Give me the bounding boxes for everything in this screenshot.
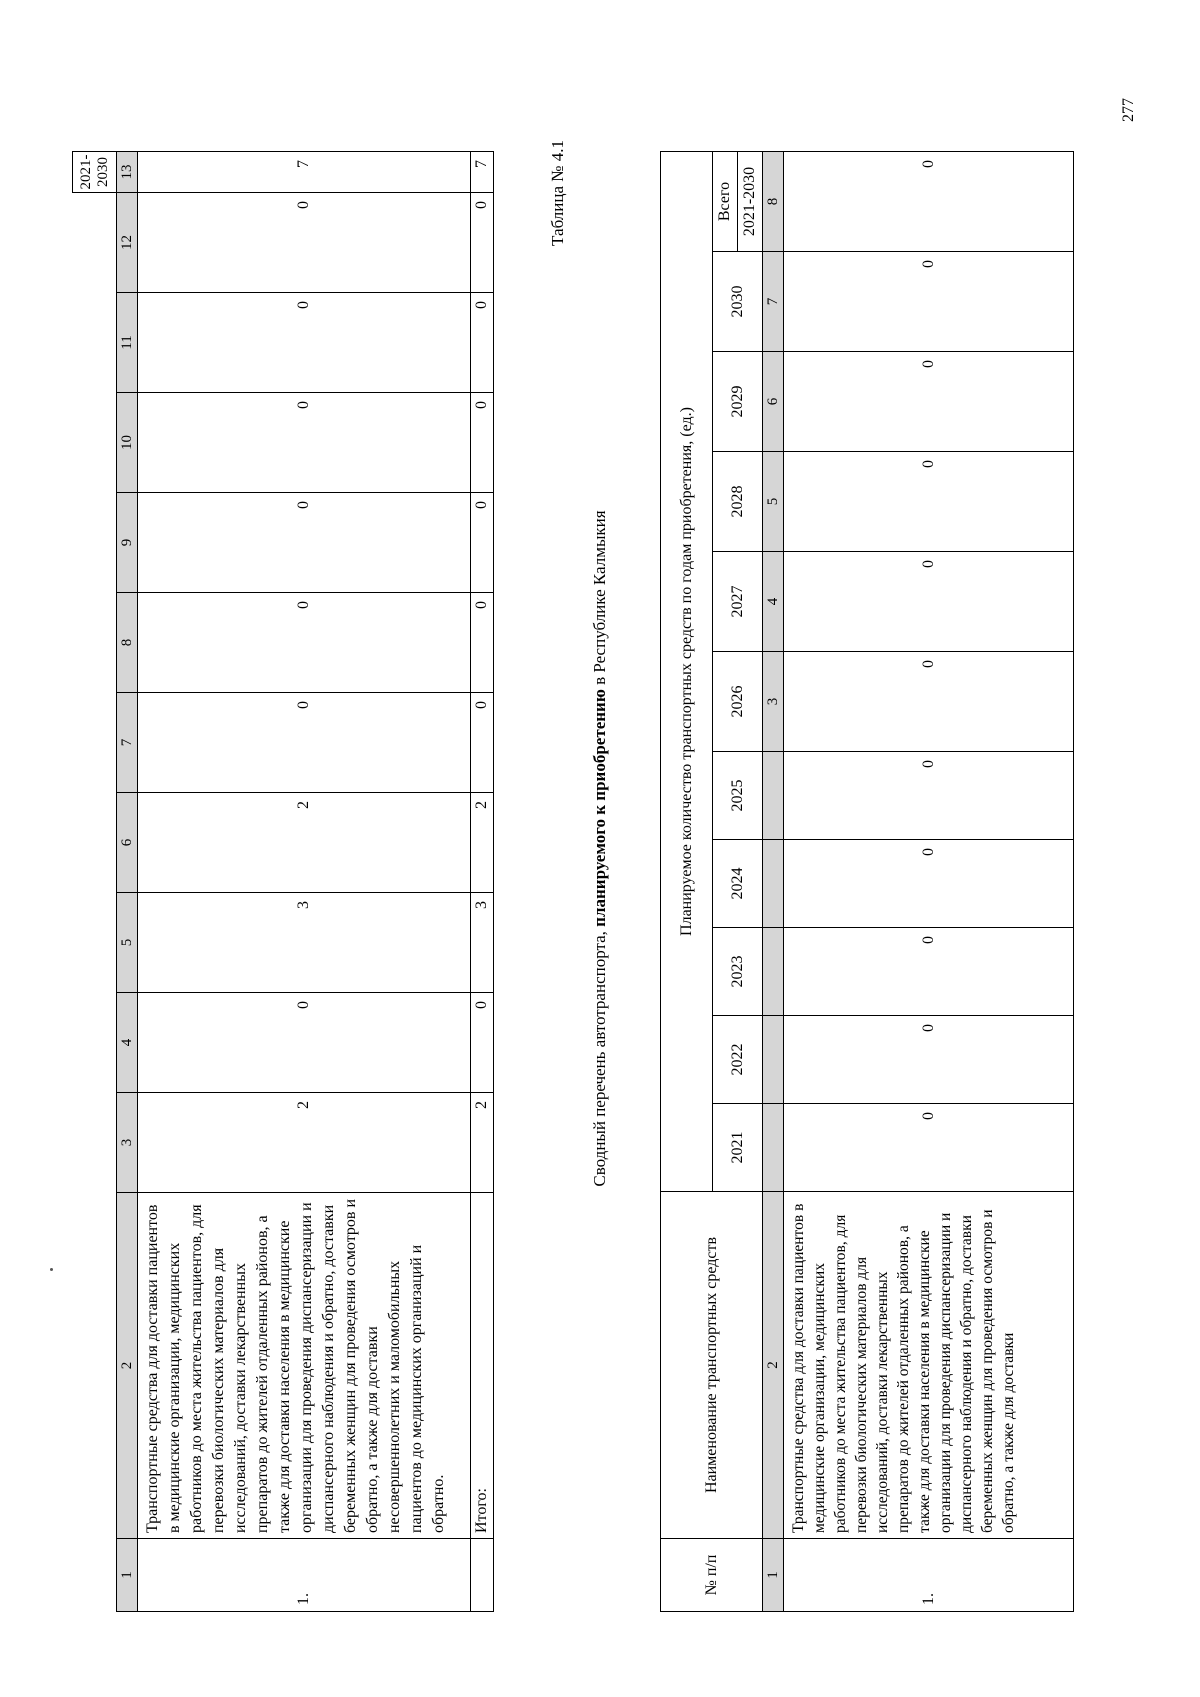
col-num: 3 [117, 1093, 138, 1193]
col-num: 1 [763, 1539, 784, 1612]
row-value: 0 [784, 151, 1074, 251]
col-num: 6 [763, 352, 784, 452]
total-value: 0 [471, 293, 494, 393]
col-num: 1 [117, 1539, 138, 1612]
year-header: 2030 [713, 252, 763, 352]
row-value: 0 [784, 552, 1074, 652]
vehicle-table [660, 151, 1074, 1612]
title-bold-text: планируемого к приобретению [590, 689, 609, 927]
year-header: 2028 [713, 452, 763, 552]
row-name: Транспортные средства для доставки пациентов в медицинские организации, медицинских работников до места жительства пациентов, для перевозки биологических материалов для исследований, доставки лекарственных препаратов до жителей отдаленных районов, а также для доставки населения в медицинские организации для проведения диспансеризации и диспансерного наблюдения и обратно, доставки беременных женщин для проведения осмотров и обратно, а также для доставки несовершеннолетних и маломобильных пациентов до медицинских организаций и обратно. [138, 1193, 471, 1539]
col-num: 2 [763, 1192, 784, 1539]
table-row [784, 151, 1074, 1611]
col-num: 6 [117, 793, 138, 893]
total-label: Всего [713, 152, 738, 251]
row-value: 0 [138, 293, 471, 393]
row-index: 1. [784, 1539, 1074, 1612]
col-num: 11 [117, 293, 138, 393]
row-index: 1. [138, 1539, 471, 1612]
row-value: 0 [138, 193, 471, 293]
group-header: Планируемое количество транспортных средств по годам приобретения, (ед.) [661, 151, 713, 1191]
total-value: 0 [471, 593, 494, 693]
scan-speck [50, 1268, 53, 1271]
row-value: 0 [784, 352, 1074, 452]
col-num: 2 [117, 1193, 138, 1539]
row-value: 0 [784, 452, 1074, 552]
total-value: 0 [471, 493, 494, 593]
total-value: 0 [471, 393, 494, 493]
row-value: 0 [138, 393, 471, 493]
total-row [471, 152, 494, 1612]
row-value: 0 [138, 593, 471, 693]
title-text: в Республике Калмыкия [590, 510, 609, 690]
col-num-header: № п/п [661, 1539, 763, 1612]
header-period: 2021- 2030 [73, 152, 117, 193]
col-num: 7 [117, 693, 138, 793]
col-num: 3 [763, 652, 784, 752]
total-value: 2 [471, 1093, 494, 1193]
column-numbers-row [763, 151, 784, 1611]
total-value: 0 [471, 193, 494, 293]
total-value: 0 [471, 993, 494, 1093]
col-num: 12 [117, 193, 138, 293]
row-value: 0 [784, 652, 1074, 752]
row-value: 0 [784, 252, 1074, 352]
row-value: 2 [138, 793, 471, 893]
row-value: 0 [138, 993, 471, 1093]
row-value: 0 [784, 840, 1074, 928]
total-value: 0 [471, 693, 494, 793]
title-text: Сводный перечень автотранспорта, [590, 926, 609, 1187]
total-value: 2 [471, 793, 494, 893]
row-value: 3 [138, 893, 471, 993]
col-num: 5 [117, 893, 138, 993]
col-num: 10 [117, 393, 138, 493]
year-header: 2029 [713, 352, 763, 452]
year-header: 2026 [713, 652, 763, 752]
column-numbers-row [117, 152, 138, 1612]
total-value: 3 [471, 893, 494, 993]
col-num: 9 [117, 493, 138, 593]
row-value: 0 [784, 752, 1074, 840]
year-header: 2027 [713, 552, 763, 652]
continuation-table [72, 151, 494, 1612]
total-period: 2021-2030 [741, 166, 758, 237]
total-header [713, 151, 763, 251]
col-num: 8 [763, 151, 784, 251]
row-value: 0 [784, 1016, 1074, 1104]
total-label: Итого: [471, 1193, 494, 1539]
total-value: 7 [471, 152, 494, 193]
col-num: 4 [117, 993, 138, 1093]
year-header: 2022 [713, 1016, 763, 1104]
page-number: 277 [1120, 98, 1137, 122]
col-num: 7 [763, 252, 784, 352]
year-header: 2021 [713, 1104, 763, 1192]
row-value: 7 [138, 152, 471, 193]
table-row [138, 152, 471, 1612]
col-num: 8 [117, 593, 138, 693]
row-value: 0 [784, 928, 1074, 1016]
year-header: 2025 [713, 752, 763, 840]
table-number: Таблица № 4.1 [548, 140, 567, 246]
col-name-header: Наименование транспортных средств [661, 1192, 763, 1539]
col-num: 13 [117, 152, 138, 193]
row-name: Транспортные средства для доставки пациентов в медицинские организации, медицинских работников до места жительства пациентов, для перевозки биологических материалов для исследований, доставки лекарственных препаратов до жителей отдаленных районов, а также для доставки населения в медицинские организации для проведения диспансеризации и диспансерного наблюдения и обратно, доставки беременных женщин для проведения осмотров и обратно, а также для доставки [784, 1192, 1074, 1539]
year-header: 2024 [713, 840, 763, 928]
col-num: 4 [763, 552, 784, 652]
year-header: 2023 [713, 928, 763, 1016]
table-title [590, 0, 610, 1697]
row-value: 0 [138, 493, 471, 593]
header-row [73, 152, 117, 1612]
row-value: 0 [138, 693, 471, 793]
row-value: 0 [784, 1104, 1074, 1192]
col-num: 5 [763, 452, 784, 552]
row-value: 2 [138, 1093, 471, 1193]
